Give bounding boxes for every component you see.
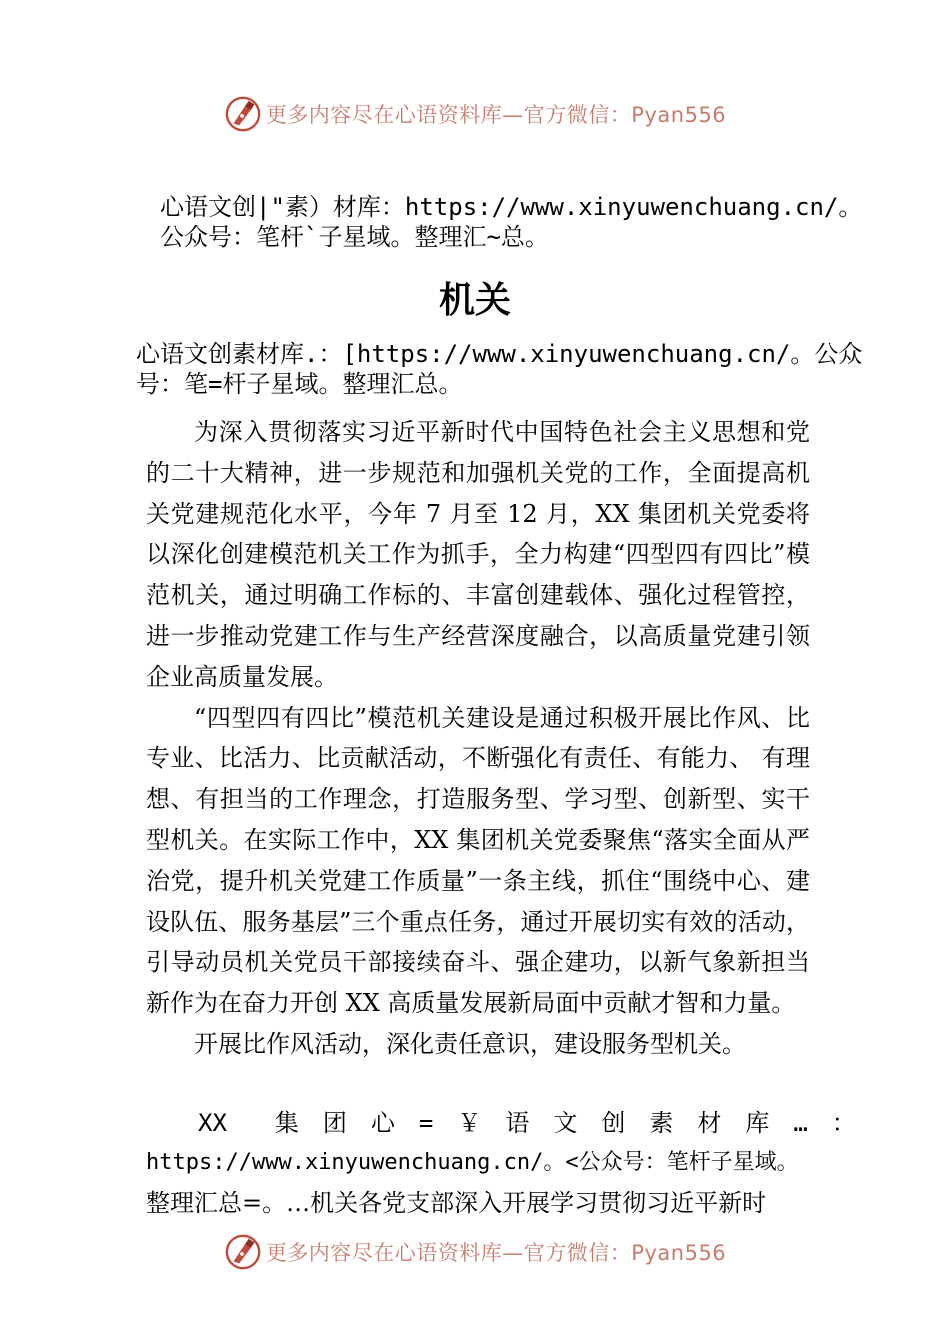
page-title: 机关 xyxy=(438,280,511,321)
footer-banner xyxy=(0,1230,950,1274)
banner-text: 更多内容尽在心语资料库—官方微信：Pyan556 xyxy=(265,103,727,127)
document-body xyxy=(146,412,810,1065)
source-note-line-2: 号：笔=杆子星域。整理汇总。 xyxy=(136,370,463,398)
header-note-line-1: 心语文创|"素）材库：https://www.xinyuwenchuang.cn/。 xyxy=(160,193,863,221)
paragraph-3: 开展比作风活动，深化责任意识，建设服务型机关。 xyxy=(194,1029,746,1058)
header-note-line-2: 公众号：笔杆`子星域。整理汇~总。 xyxy=(160,223,549,251)
header-banner xyxy=(0,92,950,136)
source-note-line-1: 心语文创素材库.：[https://www.xinyuwenchuang.cn/。公众 xyxy=(136,340,863,368)
pen-nib-logo-icon xyxy=(224,1233,262,1271)
pen-nib-logo-icon xyxy=(224,95,262,133)
last-block-line-3: 整理汇总=。…机关各党支部深入开展学习贯彻习近平新时 xyxy=(146,1189,767,1217)
last-block-line-2: https://www.xinyuwenchuang.cn/。<公众号：笔杆子星域。 xyxy=(146,1150,799,1175)
last-block xyxy=(146,1103,856,1223)
last-block-line-1: XX 集 团 心 = ￥ 语 文 创 素 材 库 … ： xyxy=(198,1109,856,1137)
paragraph-2: “四型四有四比”模范机关建设是通过积极开展比作风、比专业、比活力、比贡献活动，不断强化有责任、有能力、 有理想、有担当的工作理念，打造服务型、学习型、创新型、实干型机关。在实际工作中，XX 集团机关党委聚焦“落实全面从严治党，提升机关党建工作质量”一条主线，抓住“围绕中心、建设队伍、服务基层”三个重点任务，通过开展切实有效的活动，引导动员机关党员干部接续奋斗、强企建功，以新气象新担当新作为在奋力开创 XX 高质量发展新局面中贡献才智和力量。 xyxy=(146,703,810,1018)
banner-text: 更多内容尽在心语资料库—官方微信：Pyan556 xyxy=(265,1241,727,1265)
paragraph-1: 为深入贯彻落实习近平新时代中国特色社会主义思想和党的二十大精神，进一步规范和加强机关党的工作，全面提高机关党建规范化水平，今年 7 月至 12 月，XX 集团机关党委将以深化创建模范机关工作为抓手，全力构建“四型四有四比”模范机关，通过明确工作标的、丰富创建载体、强化过程管控，进一步推动党建工作与生产经营深度融合，以高质量党建引领企业高质量发展。 xyxy=(146,418,810,691)
